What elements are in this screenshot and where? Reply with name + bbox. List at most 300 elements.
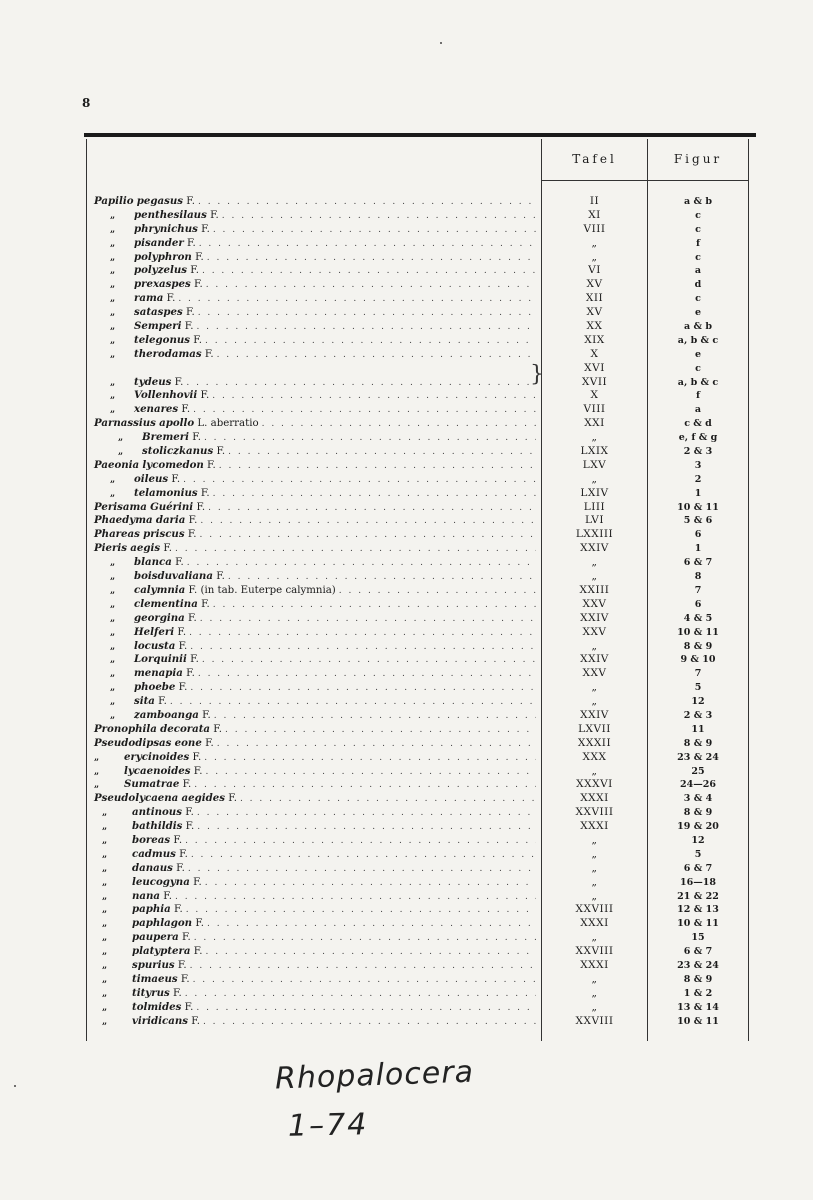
leader-dots [186,904,536,918]
tafel-cell: XXIII [579,583,610,596]
entry-name [0,445,536,460]
figur-cell: c [695,209,701,221]
author-abbreviation: F. [207,459,216,471]
author-abbreviation: F. [200,390,210,402]
author-abbreviation: F. [190,265,199,277]
ditto-mark: „ [110,266,116,277]
entry-name [0,334,536,349]
entry-name [0,528,536,543]
figur-cell: a, b & c [677,376,719,388]
species-name: blanca [134,556,172,569]
author-abbreviation: F. [193,765,203,777]
tafel-cell: „ [591,236,598,249]
figur-cell: c [695,293,701,305]
table-row [0,528,813,542]
species-name: sita [134,695,155,708]
entry-name [0,237,536,252]
leader-dots [186,377,536,391]
figur-cell: 8 & 9 [683,737,713,749]
tafel-cell: XXVIII [575,806,614,819]
table-top-rule [84,133,756,137]
species-name: xenares [134,403,179,416]
figur-cell: 23 & 24 [677,959,719,971]
table-row [0,264,813,278]
leader-dots [198,668,536,682]
ditto-mark: „ [102,988,108,999]
ditto-mark: „ [110,613,116,624]
figur-cell: e [694,307,702,319]
entry-name [0,959,536,974]
tafel-cell: XXIV [580,708,609,721]
entry-name [0,584,536,599]
tafel-cell: VI [588,264,601,277]
tafel-cell: „ [591,875,598,888]
entry-name [0,292,536,307]
ditto-mark: „ [102,891,108,902]
leader-dots [198,196,536,210]
ditto-mark: „ [118,447,124,458]
leader-dots [228,571,536,585]
entry-name [0,473,536,488]
genus-name: Perisama [94,500,147,513]
entry-name [0,667,536,682]
leader-dots [175,891,536,905]
leader-dots [202,654,536,668]
tafel-cell: XXVIII [575,945,614,958]
species-name: Lorquinii [134,653,187,666]
species-name: georgina [134,611,185,624]
leader-dots [197,807,536,821]
ditto-mark: „ [110,599,116,610]
species-name: antinous [132,806,182,819]
entry-name [0,251,536,266]
leader-dots [190,641,536,655]
ditto-mark: „ [102,1002,108,1013]
table-row [0,931,813,945]
leader-dots [189,627,536,641]
leader-dots [207,252,536,266]
species-name: danaus [132,861,173,874]
entry-name [0,640,536,655]
table-row [0,278,813,292]
author-abbreviation: F. [193,334,202,346]
figur-cell: c & d [684,418,712,430]
table-row [0,501,813,515]
author-abbreviation: F. [213,723,223,735]
entry-name [0,403,536,418]
author-abbreviation: F. [205,737,214,749]
ditto-mark: „ [94,752,100,763]
leader-dots [222,210,536,224]
entry-name [0,501,536,516]
table-row [0,778,813,792]
leader-dots [207,918,536,932]
tafel-cell: LXIX [580,445,609,458]
figur-cell: 21 & 22 [677,890,719,902]
author-abbreviation: F. [193,946,203,958]
figur-cell: a [694,404,702,416]
figur-cell: 23 & 24 [677,751,719,763]
entry-name [0,792,536,807]
table-row [0,876,813,890]
ditto-mark: „ [110,669,116,680]
table-row [0,751,813,765]
ditto-mark: „ [102,808,108,819]
author-abbreviation: F. [190,654,199,666]
author-abbreviation: F. [200,487,210,499]
table-row [0,640,813,654]
table-row [0,487,813,501]
table-row [0,445,813,459]
species-name: lycomedon [142,458,204,471]
author-abbreviation: F. [193,279,203,291]
tafel-cell: LVI [585,514,604,527]
tafel-cell: XXXII [577,736,612,749]
author-abbreviation: F. [216,571,225,583]
table-row [0,320,813,334]
ditto-mark: „ [102,835,108,846]
entry-name [0,681,536,696]
index-table-body [0,195,813,1028]
leader-dots [199,238,536,252]
species-name: boreas [132,833,171,846]
figur-cell: 2 & 3 [683,709,713,721]
entry-name [0,653,536,668]
entry-name [0,417,536,432]
author-abbreviation: F. [187,529,197,541]
table-row [0,737,813,751]
leader-dots [205,877,536,891]
entry-name [0,931,536,946]
tafel-cell: „ [591,847,598,860]
author-abbreviation: F. [188,612,197,624]
author-abbreviation: F. [201,598,210,610]
author-abbreviation: F. [184,321,194,333]
author-abbreviation: F. [179,848,188,860]
author-abbreviation: F. [185,821,195,833]
ditto-mark: „ [102,822,108,833]
tafel-cell: XIX [584,333,605,346]
leader-dots [193,404,536,418]
author-abbreviation: F. [172,987,182,999]
leader-dots [205,335,536,349]
leader-dots [205,946,536,960]
ditto-mark: „ [102,947,108,958]
table-row [0,251,813,265]
entry-name [0,862,536,877]
author-abbreviation: F. [186,237,196,249]
author-abbreviation: F. [181,404,191,416]
leader-dots [187,557,536,571]
figur-cell: 11 [691,723,705,735]
species-name: prexaspes [134,278,191,291]
table-row [0,792,813,806]
species-name: lycaenoides [124,764,191,777]
species-name: pegasus [136,195,183,207]
figur-cell: 16—18 [680,876,716,888]
tafel-cell: LXIV [580,486,609,499]
entry-name [0,709,536,724]
tafel-cell: XXVIII [575,1014,614,1027]
table-row [0,862,813,876]
ditto-mark: „ [110,308,116,319]
table-row [0,334,813,348]
figur-cell: a [694,265,702,277]
species-name: spurius [132,958,175,971]
figur-cell: 10 & 11 [677,918,719,930]
author-abbreviation: F. [202,709,211,721]
entry-name [0,945,536,960]
tafel-cell: XXXI [580,958,609,971]
entry-name [0,612,536,627]
table-row [0,237,813,251]
figur-cell: 6 [694,529,702,541]
entry-name [0,320,536,335]
figur-cell: 19 & 20 [677,821,719,833]
ditto-mark: „ [110,294,116,305]
column-header-figur: Figur [673,152,723,166]
entry-name [0,542,536,557]
author-abbreviation: F. [216,446,226,458]
figur-cell: 6 & 7 [683,557,713,569]
table-row [0,584,813,598]
author-abbreviation: F. [193,876,202,888]
entry-name [0,487,536,502]
entry-name [0,903,536,918]
author-abbreviation: F. [196,501,206,513]
entry-name [0,876,536,891]
tafel-cell: „ [591,556,598,569]
species-name: rama [134,292,164,305]
tafel-cell: „ [591,472,598,485]
paper-speck [14,1085,16,1087]
table-row [0,848,813,862]
figur-cell: 6 & 7 [683,862,713,874]
genus-name: Parnassius [94,417,156,430]
author-abbreviation: F. [166,293,176,305]
figur-cell: 5 [694,848,702,860]
ditto-mark: „ [110,572,116,583]
leader-dots [206,279,536,293]
entry-name [0,737,536,752]
species-name: bathildis [132,820,183,833]
ditto-mark: „ [102,877,108,888]
leader-dots [196,1002,536,1016]
tafel-cell: „ [591,986,598,999]
species-name: tityrus [132,986,170,999]
ditto-mark: „ [94,766,100,777]
ditto-mark: „ [110,641,116,652]
species-name: pisander [134,236,184,249]
entry-name [0,570,536,585]
tafel-cell: XXXI [580,820,609,833]
species-name: Vollenhovii [134,389,198,402]
tafel-cell: XXI [584,417,605,430]
ditto-mark: „ [110,335,116,346]
author-abbreviation: F. [173,904,183,916]
leader-dots [200,529,536,543]
author-abbreviation: F. (in tab. Euterpe calymnia) [188,584,336,596]
species-name: erycinoides [124,750,190,763]
table-row [0,292,813,306]
entry-name [0,348,536,363]
species-name: viridicans [132,1014,188,1027]
entry-name [0,389,536,404]
figur-cell: 10 & 11 [677,626,719,638]
tafel-cell: XXIV [580,611,609,624]
table-row [0,723,813,737]
ditto-mark: „ [110,377,116,388]
tafel-cell: XXXI [580,917,609,930]
ditto-mark: „ [102,863,108,874]
table-row [0,473,813,487]
tafel-cell: XXV [582,625,607,638]
figur-cell: 8 [694,571,702,583]
ditto-mark: „ [110,210,116,221]
figur-cell: a, b & c [677,334,719,346]
tafel-cell: „ [591,931,598,944]
ditto-mark: „ [102,905,108,916]
species-name: zamboanga [134,708,199,721]
entry-name [0,195,536,210]
leader-dots [194,779,536,793]
species-name: priscus [143,528,185,541]
figur-cell: 8 & 9 [683,640,713,652]
author-abbreviation: F. [178,640,188,652]
species-name: eone [174,736,202,749]
table-row [0,542,813,556]
author-abbreviation: F. [176,862,185,874]
column-header-tafel: Tafel [572,152,617,166]
author-abbreviation: F. [186,668,195,680]
leader-dots [217,349,536,363]
entry-name [0,626,536,641]
entry-name [0,751,536,766]
leader-dots [225,724,536,738]
tafel-cell: X [590,347,599,360]
leader-dots [190,682,536,696]
figur-cell: 12 & 13 [677,904,719,916]
leader-dots [191,849,536,863]
table-row [0,431,813,445]
author-abbreviation: L. aberratio [197,418,259,430]
leader-dots [212,390,536,404]
species-name: telamonius [134,486,198,499]
author-abbreviation: F. [210,209,219,221]
table-row [0,903,813,917]
figur-cell: e, f & g [678,432,718,444]
species-name: oileus [134,472,169,485]
leader-dots [339,585,536,599]
entry-name [0,848,536,863]
figur-cell: c [695,251,701,263]
figur-cell: d [694,279,702,291]
leader-dots [240,793,536,807]
figur-cell: 25 [691,765,705,777]
ditto-mark: „ [110,391,116,402]
brace-mark: } [530,362,544,387]
tafel-cell: XVI [584,361,605,374]
author-abbreviation: F. [185,307,195,319]
table-row [0,556,813,570]
author-abbreviation: F. [163,890,172,902]
author-abbreviation: F. [192,432,201,444]
tafel-cell: XXIV [580,653,609,666]
tafel-cell: „ [591,1000,598,1013]
ditto-mark: „ [110,280,116,291]
species-name: timaeus [132,972,178,985]
table-row [0,223,813,237]
table-row [0,653,813,667]
handwritten-note-title: Rhopalocera [274,1054,475,1097]
table-row [0,709,813,723]
ditto-mark: „ [110,627,116,638]
table-row [0,681,813,695]
figur-cell: f [695,390,701,402]
species-name: decorata [160,722,211,735]
author-abbreviation: F. [173,834,183,846]
genus-name: Pseudolycaena [94,792,179,805]
leader-dots [213,488,536,502]
ditto-mark: „ [110,558,116,569]
figur-cell: 1 [694,543,702,555]
figur-cell: 5 & 6 [683,515,713,527]
entry-name [0,556,536,571]
figur-cell: 8 & 9 [683,807,713,819]
table-row [0,612,813,626]
ditto-mark: „ [118,433,124,444]
species-name: aegis [130,542,161,555]
species-name: sataspes [134,306,183,319]
table-row [0,806,813,820]
table-row [0,348,813,362]
tafel-cell: XXIV [580,542,609,555]
species-name: paphia [132,903,171,916]
leader-dots [205,766,536,780]
genus-name: Paeonia [94,458,140,471]
entry-name [0,973,536,988]
tafel-cell: VIII [583,403,606,416]
species-name: polyzelus [134,264,187,277]
author-abbreviation: F. [192,751,202,763]
entry-name [0,264,536,279]
leader-dots [228,446,536,460]
figur-cell: 5 [694,682,702,694]
figur-cell: 9 & 10 [680,654,716,666]
tafel-cell: XXVIII [575,903,614,916]
leader-dots [197,821,536,835]
tafel-cell: LXV [582,458,607,471]
ditto-mark: „ [110,655,116,666]
tafel-cell: XXXVI [576,778,613,791]
table-row [0,306,813,320]
tafel-cell: XX [586,320,603,333]
table-row [0,1015,813,1029]
entry-name [0,223,536,238]
entry-name [0,1015,536,1030]
table-row [0,667,813,681]
figur-cell: 6 [694,598,702,610]
species-name: leucogyna [132,875,190,888]
entry-name [0,598,536,613]
leader-dots [196,321,536,335]
entry-name [0,890,536,905]
tafel-cell: „ [591,889,598,902]
entry-name [0,459,536,474]
species-name: Helferi [134,625,175,638]
leader-dots [262,418,536,432]
entry-name [0,306,536,321]
